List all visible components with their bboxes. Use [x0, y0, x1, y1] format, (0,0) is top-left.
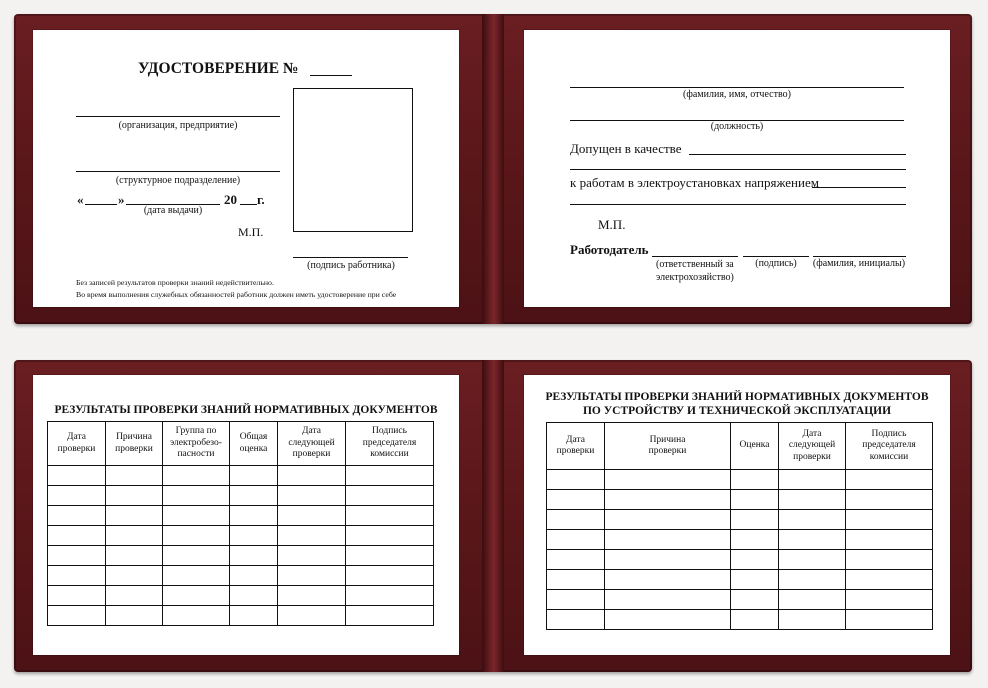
table-cell[interactable]: [346, 546, 434, 566]
table-cell[interactable]: [605, 530, 731, 550]
table-row: [547, 550, 933, 570]
table-row: [547, 590, 933, 610]
table-cell[interactable]: [106, 586, 163, 606]
table-row: [547, 510, 933, 530]
table-row: [48, 526, 434, 546]
dept-line: [76, 171, 280, 172]
table-cell[interactable]: [230, 546, 278, 566]
table-cell[interactable]: [846, 590, 933, 610]
table-row: [547, 610, 933, 630]
table-row: [547, 530, 933, 550]
table-cell[interactable]: [230, 586, 278, 606]
table-row: [48, 546, 434, 566]
table-cell[interactable]: [346, 606, 434, 626]
table-cell[interactable]: [230, 566, 278, 586]
date-g: г.: [257, 192, 265, 207]
admitted-label: Допущен в качестве: [570, 141, 682, 156]
table-cell[interactable]: [731, 510, 779, 530]
worker-sign-caption: (подпись работника): [307, 260, 395, 271]
table-cell[interactable]: [731, 470, 779, 490]
fio-caption: (фамилия, имя, отчество): [683, 89, 791, 100]
table-cell[interactable]: [278, 466, 346, 486]
column-header: Дата следующей проверки: [779, 423, 846, 470]
column-header: Дата проверки: [48, 422, 106, 466]
table-row: [48, 606, 434, 626]
resp-line: [652, 256, 738, 257]
table-cell[interactable]: [230, 606, 278, 626]
table-cell[interactable]: [48, 466, 106, 486]
admitted-line: [689, 154, 906, 155]
column-header: Причина проверки: [106, 422, 163, 466]
carry-note: Во время выполнения служебных обязанностей работник должен иметь удостоверение при себе: [76, 290, 397, 299]
table-cell[interactable]: [278, 506, 346, 526]
table-cell[interactable]: [230, 526, 278, 546]
table-cell[interactable]: [48, 586, 106, 606]
table-cell[interactable]: [605, 470, 731, 490]
fio-line: [570, 87, 904, 88]
position-caption: (должность): [710, 121, 764, 132]
table-cell[interactable]: [731, 530, 779, 550]
table-cell[interactable]: [106, 546, 163, 566]
results-header-row-left: [48, 422, 434, 466]
column-header: Дата проверки: [547, 423, 605, 470]
table-cell[interactable]: [846, 490, 933, 510]
table-row: [48, 506, 434, 526]
bottom-left-page: [33, 375, 459, 655]
table-cell[interactable]: [163, 606, 230, 626]
table-cell[interactable]: [278, 566, 346, 586]
table-cell[interactable]: [163, 586, 230, 606]
stamp-label-left: М.П.: [238, 225, 264, 239]
table-cell[interactable]: [547, 550, 605, 570]
resp-caption: (ответственный за электрохозяйство): [656, 259, 734, 283]
top-right-page: [524, 30, 950, 307]
table-row: [547, 490, 933, 510]
certificate-number-line: [310, 75, 352, 76]
bottom-right-page: [524, 375, 950, 655]
employer-label: Работодатель: [570, 242, 649, 257]
table-cell[interactable]: [48, 506, 106, 526]
table-cell[interactable]: [547, 570, 605, 590]
table-row: [547, 570, 933, 590]
voltage-line: [812, 187, 906, 188]
photo-placeholder: [293, 88, 413, 232]
table-cell[interactable]: [106, 526, 163, 546]
column-header: Общая оценка: [230, 422, 278, 466]
table-cell[interactable]: [278, 546, 346, 566]
date-caption: (дата выдачи): [143, 205, 203, 216]
table-cell[interactable]: [846, 550, 933, 570]
table-cell[interactable]: [106, 486, 163, 506]
table-cell[interactable]: [163, 546, 230, 566]
date-close-quote: »: [118, 192, 125, 207]
table-cell[interactable]: [731, 590, 779, 610]
column-header: Подпись председателя комиссии: [846, 423, 933, 470]
table-cell[interactable]: [48, 566, 106, 586]
table-cell[interactable]: [846, 510, 933, 530]
table-cell[interactable]: [846, 530, 933, 550]
table-cell[interactable]: [48, 486, 106, 506]
column-header: Дата следующей проверки: [278, 422, 346, 466]
validity-note: Без записей результатов проверки знаний недействительно.: [76, 278, 274, 287]
worker-sign-line: [293, 257, 408, 258]
table-cell[interactable]: [230, 506, 278, 526]
table-cell[interactable]: [278, 586, 346, 606]
table-cell[interactable]: [163, 506, 230, 526]
table-cell[interactable]: [779, 510, 846, 530]
results-table-left: [47, 421, 434, 626]
table-cell[interactable]: [731, 550, 779, 570]
results-body-right: [547, 470, 933, 630]
table-row: [48, 466, 434, 486]
table-cell[interactable]: [731, 610, 779, 630]
table-cell[interactable]: [278, 526, 346, 546]
table-cell[interactable]: [346, 466, 434, 486]
column-header: Причина проверки: [605, 423, 731, 470]
table-cell[interactable]: [731, 570, 779, 590]
table-cell[interactable]: [230, 486, 278, 506]
bottom-spine: [482, 360, 504, 672]
results-header-row-right: [547, 423, 933, 470]
table-cell[interactable]: [779, 590, 846, 610]
sign-caption: (подпись): [755, 258, 797, 269]
table-cell[interactable]: [846, 610, 933, 630]
table-cell[interactable]: [547, 530, 605, 550]
results-title-right: РЕЗУЛЬТАТЫ ПРОВЕРКИ ЗНАНИЙ НОРМАТИВНЫХ ДОКУМЕНТОВ ПО УСТРОЙСТВУ И ТЕХНИЧЕСКОЙ ЭКСПЛУАТАЦИИ: [545, 391, 929, 417]
table-cell[interactable]: [605, 610, 731, 630]
table-cell[interactable]: [605, 570, 731, 590]
table-cell[interactable]: [779, 490, 846, 510]
table-cell[interactable]: [779, 470, 846, 490]
table-cell[interactable]: [163, 486, 230, 506]
date-open-quote: «: [77, 192, 84, 207]
table-cell[interactable]: [106, 466, 163, 486]
results-title-left: РЕЗУЛЬТАТЫ ПРОВЕРКИ ЗНАНИЙ НОРМАТИВНЫХ ДОКУМЕНТОВ: [54, 404, 438, 416]
table-cell[interactable]: [779, 570, 846, 590]
table-cell[interactable]: [163, 526, 230, 546]
dept-caption: (структурное подразделение): [115, 175, 241, 186]
table-cell[interactable]: [605, 490, 731, 510]
table-cell[interactable]: [779, 610, 846, 630]
table-cell[interactable]: [48, 606, 106, 626]
table-cell[interactable]: [547, 490, 605, 510]
table-cell[interactable]: [547, 510, 605, 530]
table-cell[interactable]: [346, 526, 434, 546]
certificate-title: УДОСТОВЕРЕНИЕ №: [138, 60, 299, 77]
table-cell[interactable]: [106, 606, 163, 626]
date-year: 20: [224, 192, 237, 207]
column-header: Группа по электробезо- пасности: [163, 422, 230, 466]
table-cell[interactable]: [106, 566, 163, 586]
table-cell[interactable]: [346, 586, 434, 606]
column-header: Оценка: [731, 423, 779, 470]
column-header: Подпись председателя комиссии: [346, 422, 434, 466]
date-day-line: [85, 204, 117, 205]
top-spine: [482, 14, 504, 324]
table-cell[interactable]: [48, 526, 106, 546]
results-table-right: [546, 422, 933, 630]
table-row: [48, 566, 434, 586]
top-left-page: [33, 30, 459, 307]
table-cell[interactable]: [106, 506, 163, 526]
table-cell[interactable]: [163, 566, 230, 586]
table-cell[interactable]: [230, 466, 278, 486]
voltage-line-2: [570, 204, 906, 205]
table-cell[interactable]: [605, 550, 731, 570]
table-cell[interactable]: [731, 490, 779, 510]
table-row: [547, 470, 933, 490]
table-cell[interactable]: [346, 486, 434, 506]
name-line: [813, 256, 906, 257]
admitted-line-2: [570, 169, 906, 170]
table-cell[interactable]: [547, 610, 605, 630]
results-body-left: [48, 466, 434, 626]
table-cell[interactable]: [163, 466, 230, 486]
table-row: [48, 486, 434, 506]
stamp-label-right: М.П.: [598, 217, 626, 232]
date-year-line: [240, 204, 257, 205]
table-cell[interactable]: [48, 546, 106, 566]
table-cell[interactable]: [346, 566, 434, 586]
table-cell[interactable]: [846, 570, 933, 590]
table-cell[interactable]: [547, 590, 605, 610]
table-cell[interactable]: [547, 470, 605, 490]
table-cell[interactable]: [278, 606, 346, 626]
org-caption: (организация, предприятие): [118, 120, 238, 131]
table-row: [48, 586, 434, 606]
works-label: к работам в электроустановках напряжением: [570, 175, 819, 190]
table-cell[interactable]: [846, 470, 933, 490]
table-cell[interactable]: [278, 486, 346, 506]
sign-line: [743, 256, 809, 257]
table-cell[interactable]: [779, 550, 846, 570]
name-caption: (фамилия, инициалы): [812, 258, 906, 269]
table-cell[interactable]: [605, 590, 731, 610]
org-line: [76, 116, 280, 117]
table-cell[interactable]: [605, 510, 731, 530]
table-cell[interactable]: [779, 530, 846, 550]
table-cell[interactable]: [346, 506, 434, 526]
